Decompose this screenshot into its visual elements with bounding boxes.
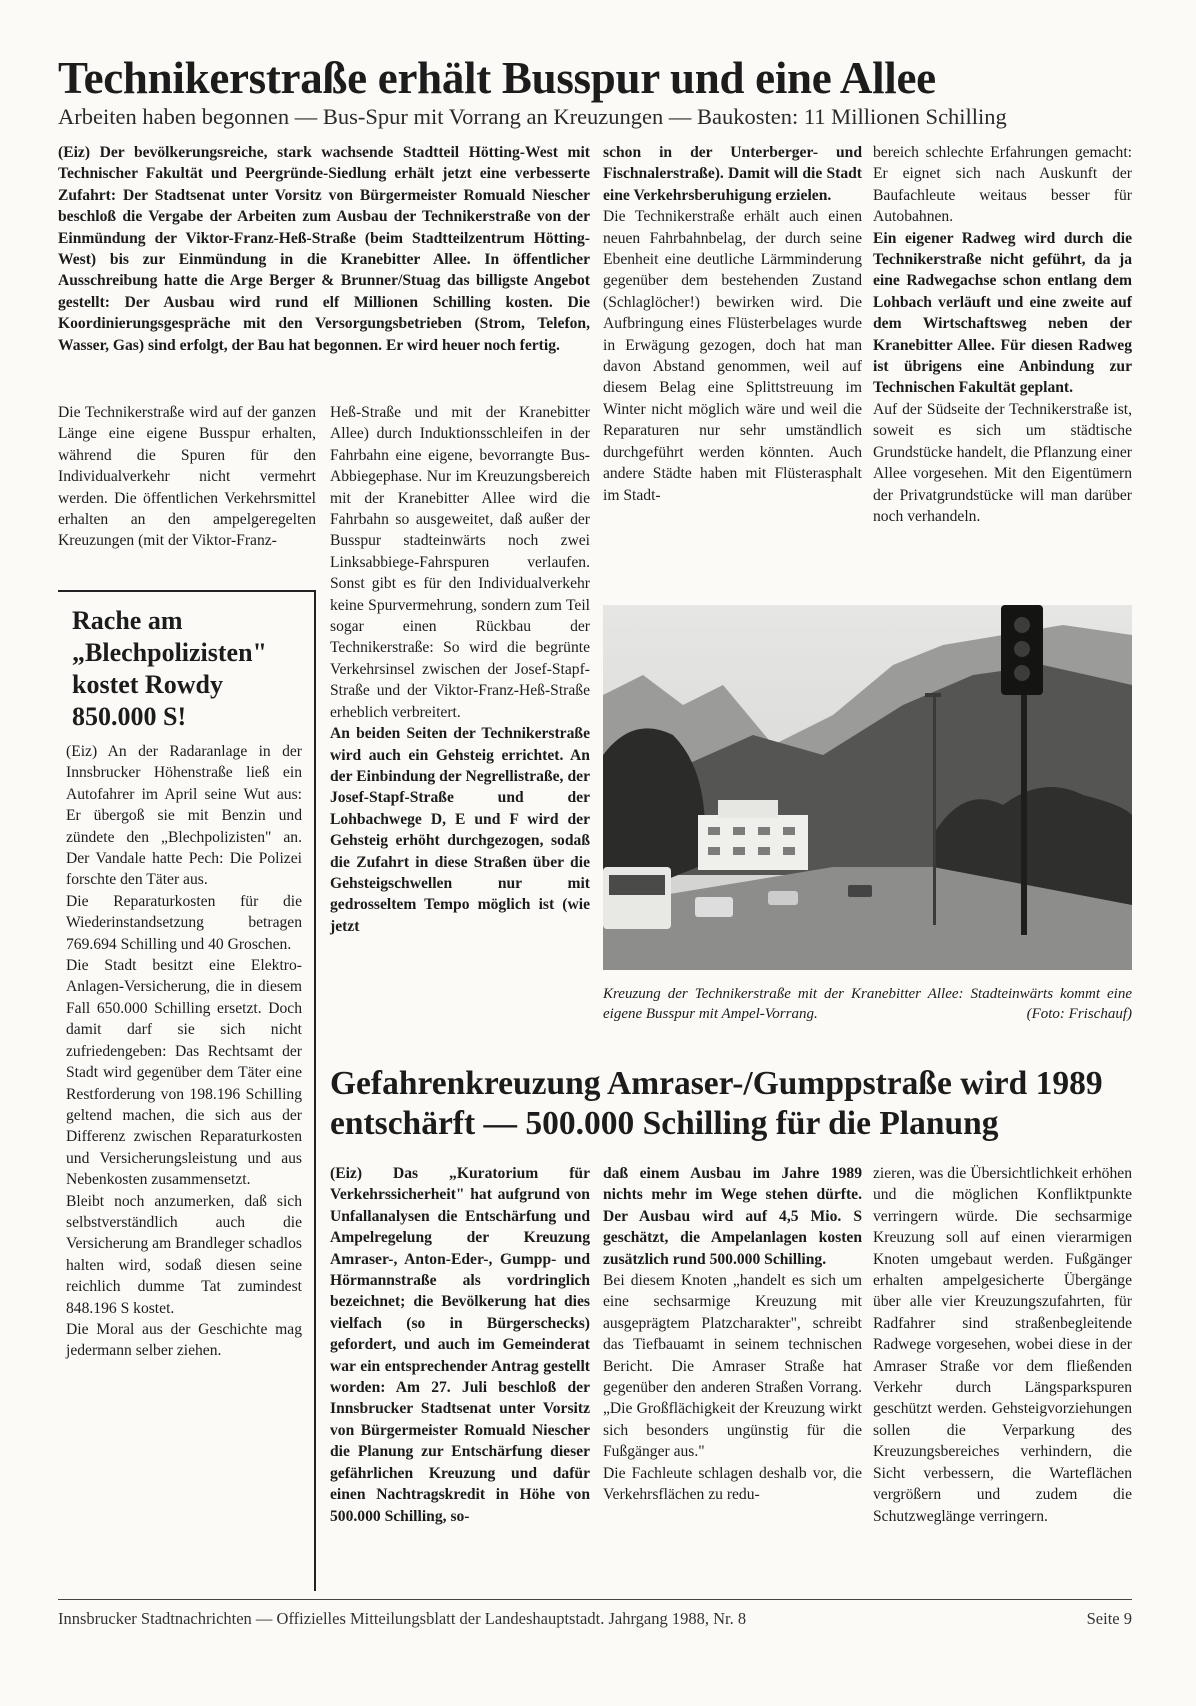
article2-headline: Gefahrenkreuzung Amraser-/Gumppstraße wird 1989 entschärft — 500.000 Schilling für die Planung xyxy=(330,1065,1103,1142)
footer-divider xyxy=(58,1599,1132,1600)
article-headline: Technikerstraße erhält Busspur und eine Allee xyxy=(58,53,936,103)
paragraph: Bleibt noch anzumerken, daß sich selbstverständlich auch die Versicherung am Brandleger schadlos halten wird, sodaß diesen seine reichlich dumme Tat zumindest 848.196 S kostet. xyxy=(66,1192,302,1317)
paragraph: Die Fachleute schlagen deshalb vor, die Verkehrsflächen zu redu- xyxy=(603,1464,862,1504)
paragraph-bold: daß einem Ausbau im Jahre 1989 nichts mehr im Wege stehen dürfte. Der Ausbau wird auf 4,5 Mio. S geschätzt, die Ampelanlagen kosten zusätzlich rund 500.000 Schilling. xyxy=(603,1165,862,1268)
publication-info: Innsbrucker Stadtnachrichten — Offizielles Mitteilungsblatt der Landeshauptstadt. Jahrgang 1988, Nr. 8 xyxy=(58,1609,747,1628)
paragraph-bold: An beiden Seiten der Technikerstraße wird auch ein Gehsteig errichtet. An der Einbindung der Negrellistraße, der Josef-Stapf-Straße und der Lohbachwege D, E und F wird der Gehsteig erhöht durchgezogen, sodaß die Zufahrt in diese Straßen über die Gehsteigschwellen nur mit gedrosseltem Tempo möglich ist (wie jetzt xyxy=(330,725,590,935)
caption-text: Kreuzung der Technikerstraße mit der Kranebitter Allee: Stadteinwärts kommt eine eigene Busspur mit Ampel-Vorrang. xyxy=(603,986,1132,1022)
street-photo xyxy=(603,605,1132,970)
article-intro: (Eiz) Der bevölkerungsreiche, stark wachsende Stadtteil Hötting-West mit Technischer Fakultät und Peergründe-Siedlung erhält jetzt eine verbesserte Zufahrt: Der Stadtsenat unter Vorsitz von Bürgermeister Romuald Niescher beschloß die Vergabe der Arbeiten zum Ausbau der Technikerstraße von der Einmündung der Viktor-Franz-Heß-Straße (beim Stadtteilzentrum Hötting-West) bis zur Einmündung in die Kranebitter Allee. In öffentlicher Ausschreibung hatte die Arge Berger & Brunner/Stuag das billigste Angebot gestellt: Der Ausbau wird rund elf Millionen Schilling kosten. Die Koordinierungsgespräche mit den Versorgungsbetrieben (Strom, Telefon, Wasser, Gas) sind erfolgt, der Bau hat begonnen. Er wird heuer noch fertig. xyxy=(58,144,590,354)
paragraph-bold: schon in der Unterberger- und Fischnalerstraße). Damit will die Stadt eine Verkehrsberuhigung erzielen. xyxy=(603,144,862,204)
sidebar-body xyxy=(66,741,302,1362)
article-column-2 xyxy=(330,402,590,937)
article-column-4 xyxy=(873,142,1132,527)
paragraph: Auf der Südseite der Technikerstraße ist, soweit es sich um städtische Grundstücke handelt, die Pflanzung einer Allee vorgesehen. Mit den Eigentümern der Privatgrundstücke will man darüber noch verhandeln. xyxy=(873,400,1132,525)
paragraph: Bei diesem Knoten „handelt es sich um eine sechsarmige Kreuzung mit ausgeprägtem Platzcharakter", schreibt das Tiefbauamt in seinem technischen Bericht. Die Amraser Straße hat gegenüber den anderen Straßen Vorrang. „Die Großflächigkeit der Kreuzung wirkt sich besonders ungünstig für die Fußgänger aus." xyxy=(603,1272,862,1461)
page-number: Seite 9 xyxy=(1086,1609,1132,1628)
article-column-3 xyxy=(603,142,862,506)
paragraph-bold: Ein eigener Radweg wird durch die Technikerstraße nicht geführt, da ja eine Radwegachse schon entlang dem Lohbach verläuft und eine zweite auf dem Wirtschaftsweg neben der Kranebitter Allee. Für diesen Radweg ist übrigens eine Anbindung zur Technischen Fakultät geplant. xyxy=(873,229,1132,397)
paragraph: Die Moral aus der Geschichte mag jedermann selber ziehen. xyxy=(66,1320,302,1360)
paragraph: (Eiz) An der Radaranlage in der Innsbrucker Höhenstraße ließ ein Autofahrer im April seine Wut aus: Er übergoß sie mit Benzin und zündete den „Blechpolizisten" an. Der Vandale hatte Pech: Die Polizei forschte den Täter aus. xyxy=(66,743,302,889)
paragraph: Die Stadt besitzt eine Elektro-Anlagen-Versicherung, die in diesem Fall 650.000 Schilling ersetzt. Doch damit darf sie sich nicht zufriedengeben: Das Rechtsamt der Stadt wird gegenüber dem Täter eine Restforderung von 198.196 Schilling geltend machen, die sich aus der Differenz zwischen Reparaturkosten und Versicherungsleistung und aus Nebenkosten zusammensetzt. xyxy=(66,957,302,1189)
sidebar-title: Rache am „Blechpolizisten" kostet Rowdy 850.000 S! xyxy=(72,606,267,731)
article2-column-2 xyxy=(603,1163,862,1506)
paragraph: Heß-Straße und mit der Kranebitter Allee) durch Induktionsschleifen in der Fahrbahn eine eigene, bevorrangte Bus-Abbiegephase. Nur im Kreuzungsbereich mit der Kranebitter Allee wird die Fahrbahn so ausgeweitet, daß außer der Busspur stadteinwärts noch zwei Linksabbiege-Fahrspuren verlaufen. Sonst gibt es für den Individualverkehr keine Spurvermehrung, sondern zum Teil sogar einen Rückbau der Technikerstraße: So wird die begrünte Verkehrsinsel zwischen der Josef-Stapf-Straße und der Viktor-Franz-Heß-Straße erheblich verbreitert. xyxy=(330,404,590,721)
page-footer xyxy=(58,1609,1132,1629)
photo-caption xyxy=(603,984,1132,1024)
article2-column-3: zieren, was die Übersichtlichkeit erhöhen und die möglichen Konfliktpunkte verringern würde. Die sechsarmige Kreuzung soll auf einen vierarmigen Knoten umgebaut werden. Fußgänger erhalten ampelgesicherte Übergänge über alle vier Kreuzungszufahrten, für Radfahrer sind straßenbegleitende Radwege vorgesehen, wobei diese in der Amraser Straße vor dem fließenden Verkehr durch Längsparkspuren geschützt werden. Gehsteigvorziehungen sollen die Verparkung des Kreuzungsbereiches verhindern, die Sicht verbessern, die Warteflächen vergrößern und zudem die Schutzweglänge verringern. xyxy=(873,1165,1132,1525)
paragraph: Die Reparaturkosten für die Wiederinstandsetzung betragen 769.694 Schilling und 40 Groschen. xyxy=(66,892,302,953)
photo-credit: (Foto: Frischauf) xyxy=(1026,1006,1132,1022)
paragraph: bereich schlechte Erfahrungen gemacht: Er eignet sich nach Auskunft der Baufachleute weitaus besser für Autobahnen. xyxy=(873,144,1132,226)
paragraph: Die Technikerstraße erhält auch einen neuen Fahrbahnbelag, der durch seine Ebenheit eine deutliche Lärmminderung gegenüber dem bestehenden Zustand (Schlaglöcher!) bewirken wird. Die Aufbringung eines Flüsterbelages wurde in Erwägung gezogen, doch hat man davon Abstand genommen, weil auf diesem Belag eine Splittstreuung im Winter nicht möglich wäre und weil die Reparaturen nur sehr umständlich durchgeführt werden könnten. Auch andere Städte haben mit Flüsterasphalt im Stadt- xyxy=(603,208,862,504)
article2-column-1: (Eiz) Das „Kuratorium für Verkehrssicherheit" hat aufgrund von Unfallanalysen die Entschärfung und Ampelregelung der Kreuzung Amraser-, Anton-Eder-, Gumpp- und Hörmannstraße als vordringlich bezeichnet; die Bevölkerung hat dies vielfach (so in Bürgerschecks) gefordert, und auch im Gemeinderat war ein entsprechender Antrag gestellt worden: Am 27. Juli beschloß der Innsbrucker Stadtsenat unter Vorsitz von Bürgermeister Romuald Niescher die Planung zur Entschärfung dieser gefährlichen Kreuzung und dafür einen Nachtragskredit in Höhe von 500.000 Schilling, so- xyxy=(330,1165,590,1525)
article-subheadline: Arbeiten haben begonnen — Bus-Spur mit Vorrang an Kreuzungen — Baukosten: 11 Millionen Schilling xyxy=(58,104,1007,129)
article-column-1: Die Technikerstraße wird auf der ganzen Länge eine eigene Busspur erhalten, während die Spuren für den Individualverkehr nicht vermehrt werden. Die öffentlichen Verkehrsmittel erhalten an den ampelgeregelten Kreuzungen (mit der Viktor-Franz- xyxy=(58,404,316,550)
